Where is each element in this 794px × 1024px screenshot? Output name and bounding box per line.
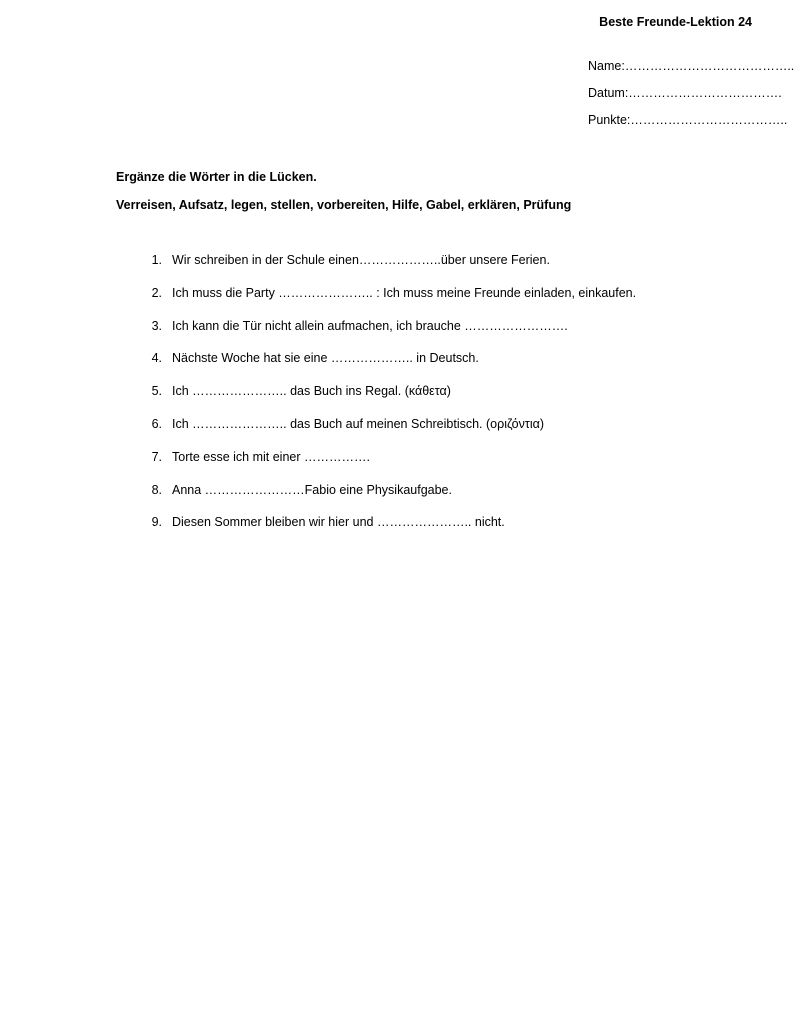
exercise-text: Torte esse ich mit einer ……………. (172, 449, 370, 464)
exercise-number: 7. (151, 449, 162, 464)
name-field: Name:………………………………….. (588, 59, 794, 73)
exercise-text: Ich ………………….. das Buch ins Regal. (κάθετα) (172, 384, 451, 399)
exercise-number: 3. (151, 318, 162, 333)
exercise-item (116, 417, 756, 450)
exercise-number: 6. (151, 416, 162, 431)
date-field: Datum:………………………………. (588, 86, 782, 100)
exercise-text: Wir schreiben in der Schule einen………………..über unsere Ferien. (172, 253, 550, 267)
exercise-item (116, 483, 756, 516)
exercise-list (116, 253, 756, 548)
exercise-item (116, 351, 756, 384)
exercise-text: Diesen Sommer bleiben wir hier und ………………….. nicht. (172, 515, 505, 530)
exercise-text: Ich kann die Tür nicht allein aufmachen, ich brauche ……………………. (172, 318, 568, 333)
exercise-number: 5. (151, 384, 162, 399)
word-bank: Verreisen, Aufsatz, legen, stellen, vorbereiten, Hilfe, Gabel, erklären, Prüfung (116, 198, 572, 212)
exercise-item (116, 253, 756, 286)
exercise-text: Ich muss die Party ………………….. : Ich muss meine Freunde einladen, einkaufen. (172, 285, 637, 300)
exercise-item (116, 515, 756, 548)
exercise-item (116, 319, 756, 352)
exercise-number: 2. (151, 285, 162, 300)
exercise-item (116, 450, 756, 483)
exercise-text: Anna ……………………Fabio eine Physikaufgabe. (172, 482, 452, 497)
exercise-number: 4. (151, 351, 162, 366)
document-title: Beste Freunde-Lektion 24 (599, 15, 752, 29)
student-info-fields (588, 59, 794, 140)
exercise-number: 1. (151, 253, 162, 267)
exercise-number: 8. (151, 482, 162, 497)
points-field: Punkte:……………………………….. (588, 113, 788, 127)
exercise-text: Nächste Woche hat sie eine ……………….. in Deutsch. (172, 351, 479, 366)
task-instruction: Ergänze die Wörter in die Lücken. (116, 170, 317, 184)
instructions-block (116, 170, 736, 226)
exercise-text: Ich ………………….. das Buch auf meinen Schreibtisch. (οριζόντια) (172, 416, 544, 431)
exercise-number: 9. (151, 515, 162, 530)
exercise-item (116, 384, 756, 417)
exercise-item (116, 286, 756, 319)
